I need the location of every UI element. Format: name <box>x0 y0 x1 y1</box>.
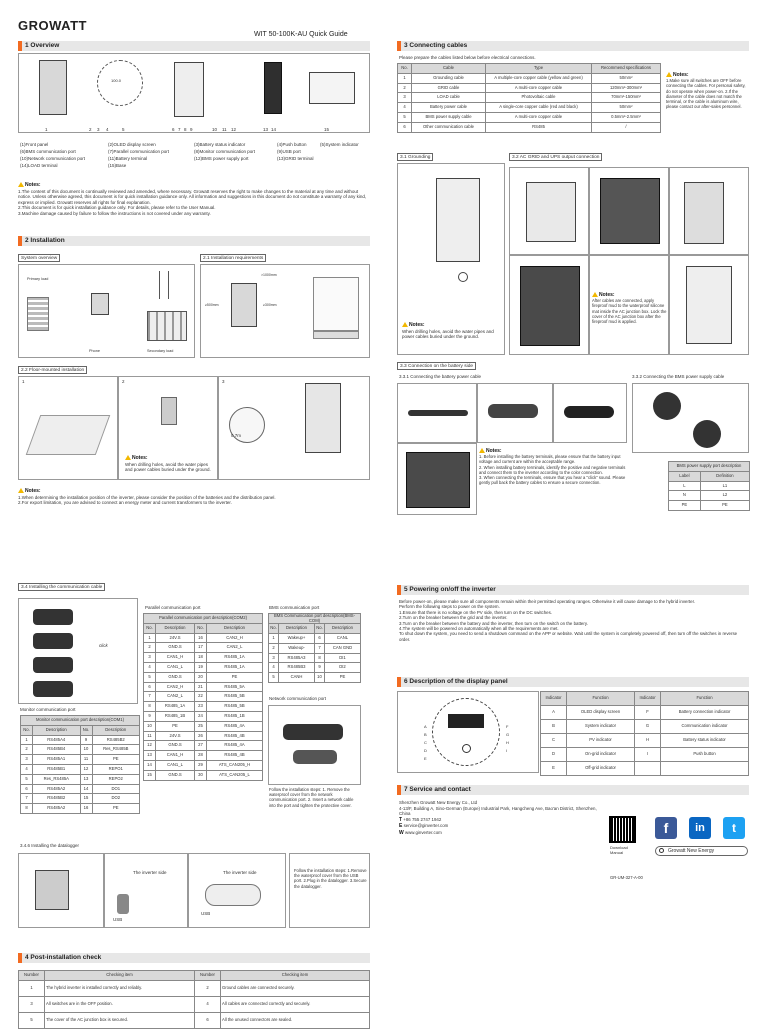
table-row: 8 RS485A2 16 PE <box>21 804 140 814</box>
fig-num-13: 13 <box>263 127 269 132</box>
display-panel-figure <box>397 691 539 773</box>
display-reading: 100.0 <box>111 78 122 83</box>
datalogger-step-2 <box>104 853 188 928</box>
label-phone: Phone <box>89 349 100 353</box>
table-row: 5 GND.S 20 PE <box>144 672 263 682</box>
usb-label: USB <box>201 911 211 916</box>
legend-item: (10)Network communication port <box>20 156 86 161</box>
fig-num-7: 7 <box>178 127 181 132</box>
label-secondary-load: Secondary load <box>147 349 174 353</box>
fig-num-5: 5 <box>122 127 125 132</box>
parallel-port-table: Parallel communication port description(COM2) No. Description No. Description 1 24V.S 16 CAN2_H 2 GND.S 17 CAN2_L 3 CAN1_H 18 RS485_1A 4 CAN1_L 19 RS485_1A 5 GND.S 20 PE 6 CAN2_H 21 RS485_5A 7 CAN2_L 22 RS485_5B 8 RS485_1A 23 RS485_5B 9 RS485_1B 24 RS485_1B 10 PE 25 RS485_4A 11 24V.S 26 RS485_4B 12 GND.S 27 RS485_4A 13 CAN1_H 28 RS485_4B 14 CAN1_L 29 ATS_CAN205_H 15 GND.S 30 ATS_CAN205_L <box>143 613 263 781</box>
clearance-left: ≥500mm <box>205 303 219 307</box>
click-label: click <box>99 643 108 648</box>
bms-connector-illustration <box>693 420 721 448</box>
floor-step-1 <box>18 376 118 480</box>
table-row: 5 Res_RS485A 13 REPO2 <box>21 774 140 784</box>
ac-connection-label: 3.2 AC GRID and UPS output connection <box>509 153 602 161</box>
table-row: 14 CAN1_L 29 ATS_CAN205_H <box>144 760 263 770</box>
inverter-side-label: The inverter side <box>133 870 167 875</box>
warning-icon <box>666 72 672 77</box>
battery-port-illustration <box>406 452 470 508</box>
datalogger-label: 3.4.6 Installing the datalogger <box>20 843 80 848</box>
front-panel-illustration <box>39 60 67 115</box>
bms-connector-illustration <box>653 392 681 420</box>
legend-item: (3)Battery status indicator <box>194 142 246 147</box>
qr-code-icon[interactable] <box>609 816 636 843</box>
ground-point <box>458 272 468 282</box>
ac-step-6 <box>669 255 749 355</box>
table-row: 3 RS485A1 11 PE <box>21 755 140 765</box>
table-row: E Off-grid indicator <box>541 762 749 776</box>
battery-sub2-label: 3.3.2 Connecting the BMS power supply cable <box>632 374 725 379</box>
legend-item: (7)Parallel communication port <box>108 149 170 154</box>
terminal-crimp-illustration <box>564 406 614 418</box>
connector-illustration <box>33 657 73 673</box>
panel-outline <box>432 698 500 766</box>
legend-item: (6)BMS communication port <box>20 149 76 154</box>
datalogger-step-3 <box>188 853 286 928</box>
ac-note: Notes: After cables are connected, apply fireproof mud to the waterproof silicone mat inside the AC junction box. Lock the cover of the AC junction box after the fireproof mud is applied. <box>592 292 667 325</box>
web-line: W www.ginverter.com <box>399 829 442 836</box>
panel-letter-f: F <box>506 724 509 729</box>
table-row: A OLED display screen F Battery connection indicator <box>541 706 749 720</box>
legend-item: (4)Push button <box>277 142 307 147</box>
clearance-right: ≥300mm <box>263 303 277 307</box>
section-check-title: 4 Post-installation check <box>18 953 370 963</box>
table-row: 13 CAN1_H 28 RS485_4B <box>144 751 263 761</box>
legend-item: (13)GRID terminal <box>277 156 314 161</box>
table-row: 1 Wakeup+ 6 CANL <box>269 633 361 643</box>
pylon-icon <box>159 271 169 299</box>
fig-num-12: 12 <box>231 127 237 132</box>
table-row: 5 CANH 10 PE <box>269 673 361 683</box>
table-row: 2 RS485B4 10 Res_RS485B <box>21 745 140 755</box>
connector-illustration <box>33 681 73 697</box>
pv-panels <box>27 297 49 331</box>
table-row: 5 BMS power supply cable A multi-core copper cable 0.5mm²-2.5mm² <box>398 112 661 122</box>
panel-letter-i: I <box>506 748 508 753</box>
dimension-label: 0.7m <box>231 433 242 438</box>
fig-num-2: 2 <box>89 127 92 132</box>
table-row: 3 All switches are in the OFF position. 4 All cables are connected correctly and securely. <box>19 996 370 1012</box>
table-row: 15 GND.S 30 ATS_CAN205_L <box>144 770 263 780</box>
connector-illustration <box>33 609 73 625</box>
section-installation-title: 2 Installation <box>18 236 370 246</box>
table-row: 2 GND.S 17 CAN2_L <box>144 643 263 653</box>
bottom-ports-illustration <box>174 62 204 117</box>
document-code: GR-UM-327-A-00 <box>610 875 643 880</box>
oled-screen-illustration <box>448 714 484 728</box>
facebook-icon[interactable]: f <box>655 817 677 839</box>
table-row: D On-grid indicator I Push button <box>541 748 749 762</box>
cables-side-note: Notes: 1.Make sure all switches are OFF before connecting the cables. For personal safety, do not operate when power-on. 2.If the diameter of the cable does not match the terminal, or the cable is aluminum wire, please contact our after-sales personnel. <box>666 72 746 110</box>
twitter-icon[interactable]: t <box>723 817 745 839</box>
grounding-inverter-illustration <box>436 178 480 262</box>
overview-notes: Notes: 1.The content of this document is continually reviewed and amended, where necessary. Growatt reserves the right to make changes to the material at any time and without notice. Unless otherwise agreed, this document is for quick installation guidance only. All information and suggestions in this document do not constitute a warranty of any kind, express or implied. Growatt reserves all rights for final explanation. 2.This document is for quick installation guidance only. For details, please refer to the User Manual. 3.Machine damage caused by failure to follow the instructions is not covered under any warranty. <box>18 182 367 216</box>
fig-num-14: 14 <box>271 127 277 132</box>
comm-figure <box>18 598 138 704</box>
datalogger-steps: Follow the installation steps: 1.Remove the waterproof cover from the USB port. 2.Plug in the datalogger. 3.Secure the datalogger. <box>294 868 367 889</box>
search-icon <box>659 848 664 853</box>
ac-step-4 <box>509 255 589 355</box>
floor-step-2 <box>118 376 218 480</box>
monitor-port-table: Monitor communication port description(COM1) No. Description No. Description 1 RS485A4 9 RS485B2 2 RS485B4 10 Res_RS485B 3 RS485A1 11 PE 4 RS485B1 12 REPO1 5 Res_RS485A 13 REPO2 6 RS485A2 14 DO1 7 RS485B2 15 DO2 8 RS485A2 16 PE <box>20 715 140 814</box>
network-port-label: Network communication port <box>269 696 327 701</box>
battery-step-1 <box>397 383 477 443</box>
battery-rack <box>147 311 187 341</box>
fig-num-1: 1 <box>45 127 48 132</box>
table-row: 5 The cover of the AC junction box is secured. 6 All the unused connectors are sealed. <box>19 1012 370 1028</box>
table-row: L L1 <box>669 481 750 491</box>
inverter-closed-illustration <box>686 266 732 344</box>
warning-icon <box>18 182 24 187</box>
communication-label: 3.4 Installing the communication cable <box>18 583 105 591</box>
section-service-title: 7 Service and contact <box>397 785 749 795</box>
power-text: Before power-on, please make sure all components remain within their permitted operating ranges. Otherwise it will cause damage to the hybrid inverter. Perform the following steps to power on the system. 1.Ensure that there is no voltage on the PV side, then turn on the DC switches. 2.Turn on the breaker between the grid and the inverter. 3.Turn on the breaker between the battery and the inverter, then turn on the switch on the battery. 4.The system will be powered on automatically when all the requirements are met. To shut down the system, you need to send a shutdown command on the APP or website. Wait until the system is completely powered off, then turn off the switches in reverse order. <box>399 599 738 642</box>
inverter-icon <box>91 293 109 315</box>
fig-num-6: 6 <box>172 127 175 132</box>
table-row: C PV indicator H Battery status indicator <box>541 734 749 748</box>
ac-step-3 <box>669 167 749 255</box>
grounding-note: Notes: When drilling holes, avoid the water pipes and power cables buried under the ground. <box>402 322 494 340</box>
fig-num-8: 8 <box>184 127 187 132</box>
legend-item: (1)Front panel <box>20 142 49 147</box>
warning-icon <box>125 455 131 460</box>
terminal-illustration <box>600 178 660 244</box>
inverter-mounted-illustration <box>305 383 341 453</box>
legend-item: (11)Battery terminal <box>108 156 148 161</box>
cable-routing-illustration <box>684 182 724 244</box>
table-row: 1 24V.S 16 CAN2_H <box>144 633 263 643</box>
battery-step-3 <box>553 383 627 443</box>
table-row: 4 CAN1_L 19 RS485_1A <box>144 662 263 672</box>
ac-step-5 <box>589 255 669 355</box>
floor-mounted-label: 2.2 Floor-mounted installation <box>18 366 87 374</box>
legend-item: (9)USB port <box>277 149 301 154</box>
side-view-illustration <box>309 72 355 104</box>
connector-illustration <box>488 404 538 418</box>
battery-step-2 <box>477 383 553 443</box>
bms-port-table: BMS Communication port description(BMS-COM) No. Description No. Description 1 Wakeup+ 6 CANL 2 Wakeup- 7 CAN GND 3 RS485A3 8 DI1 4 RS485B3 9 DI2 5 CANH 10 PE <box>268 613 361 683</box>
warning-icon <box>18 488 24 493</box>
inverter-side-label: The inverter side <box>223 870 257 875</box>
datalogger-steps-box <box>289 853 370 928</box>
table-row: 7 CAN2_L 22 RS485_5B <box>144 692 263 702</box>
fig-num-15: 15 <box>324 127 330 132</box>
table-row: 4 Battery power cable A single-core copper cable (red and black) 50mm² <box>398 103 661 113</box>
panel-letter-g: G <box>506 732 510 737</box>
legend-item: (2)OLED display screen <box>108 142 156 147</box>
website-link[interactable]: www.ginverter.com <box>404 829 442 835</box>
legend-item: (5)System indicator <box>320 142 359 147</box>
usb-port-illustration <box>35 870 69 910</box>
network-connector-illustration <box>283 724 343 740</box>
grounding-label: 3.1 Grounding <box>397 153 433 161</box>
brand-logo: GROWATT <box>18 18 87 33</box>
phone-line: T +86 755 2747 1942 <box>399 816 442 823</box>
table-row: 9 RS485_1B 24 RS485_1B <box>144 711 263 721</box>
datalogger-step-1 <box>18 853 104 928</box>
legend-item: (14)LOAD terminal <box>20 163 58 168</box>
table-row: 3 CAN1_H 18 RS485_1A <box>144 653 263 663</box>
system-overview-label: System overview <box>18 254 60 262</box>
search-text: Growatt New Energy <box>668 848 715 854</box>
table-row: 1 Grounding cable A multiple-core copper cable (yellow and green) 50mm² <box>398 73 661 83</box>
table-row: 3 LOAD cable Photovoltaic cable 70mm²-150mm² <box>398 93 661 103</box>
table-row: 6 RS485A2 14 DO1 <box>21 784 140 794</box>
drilling-note: Notes: When drilling holes, avoid the water pipes and power cables buried under the ground. <box>125 455 211 473</box>
fig-num-11: 11 <box>222 127 227 132</box>
cables-table: No. Cable Type Recommend specifications 1 Grounding cable A multiple-core copper cable (yellow and green) 50mm² 2 GRID cable A multi-core copper cable 120mm²-300mm² 3 LOAD cable Photovoltaic cable 70mm²-150mm² 4 Battery power cable A single-core copper cable (red and black) 50mm² 5 BMS power supply cable A multi-core copper cable 0.5mm²-2.5mm² 6 Other communication cable RS485 / <box>397 63 661 133</box>
check-table: Number Checking item Number Checking item 1 The hybrid inverter is installed correctly and reliably. 2 Ground cables are connected securely. 3 All switches are in the OFF position. 4 All cables are connected correctly and securely. 5 The cover of the AC junction box is secured. 6 All the unused connectors are sealed. <box>18 970 370 1029</box>
step-number: 1 <box>22 379 25 384</box>
legend-item: (12)BMS power supply port <box>194 156 249 161</box>
wall-illustration <box>313 277 359 331</box>
warning-icon <box>592 292 598 297</box>
table-row: 6 CAN2_H 21 RS485_5A <box>144 682 263 692</box>
company-address: 4-13/F, Building A, Sino-German (Europe) Industrial Park, Hangcheng Ave, Bao'an District, Shenzhen, China <box>399 805 597 817</box>
fig-num-9: 9 <box>190 127 193 132</box>
table-row: B System indicator G Communication indicator <box>541 720 749 734</box>
installation-notes: Notes: 1.When determining the installation position of the inverter, please consider the position of the batteries and the distribution panel. 2.For export limitation, you are advised to connect an energy meter and current transformers to the inverter. <box>18 488 276 506</box>
drill-illustration <box>161 397 177 425</box>
battery-step-4 <box>397 443 477 515</box>
network-port-figure <box>268 705 361 785</box>
download-manual-label: Download Manual <box>610 845 628 855</box>
ac-step-2 <box>589 167 669 255</box>
datalogger-illustration <box>205 884 261 906</box>
table-row: 1 RS485A4 9 RS485B2 <box>21 735 140 745</box>
battery-sub1-label: 3.3.1 Connecting the battery power cable <box>399 374 482 379</box>
step-number: 2 <box>122 379 125 384</box>
email-link[interactable]: service@ginverter.com <box>403 823 449 829</box>
clearance-top: >1000mm <box>261 273 277 277</box>
table-row: N L2 <box>669 491 750 501</box>
junction-box-illustration <box>526 182 576 242</box>
parallel-port-label: Parallel communication port <box>145 605 201 610</box>
push-button-icon <box>462 744 471 753</box>
table-row: 12 GND.S 27 RS485_4A <box>144 741 263 751</box>
floor-step-3 <box>218 376 370 480</box>
panel-letter-d: D <box>424 748 427 753</box>
battery-cable-illustration <box>408 410 468 416</box>
warning-icon <box>402 322 408 327</box>
network-connector-illustration <box>293 750 337 764</box>
table-row: 6 Other communication cable RS485 / <box>398 122 661 132</box>
panel-letter-c: C <box>424 740 427 745</box>
inverter-clearance-illustration <box>231 283 257 327</box>
bms-port-label: BMS communication port <box>269 605 320 610</box>
installation-requirements-diagram <box>200 264 370 358</box>
terminal-view-illustration <box>264 62 282 114</box>
table-row: PE PE <box>669 501 750 511</box>
table-row: 1 The hybrid inverter is installed correctly and reliably. 2 Ground cables are connected securely. <box>19 980 370 996</box>
table-row: 3 RS485A3 8 DI1 <box>269 653 361 663</box>
installation-requirements-label: 2.1 Installation requirements <box>200 254 266 262</box>
overview-figure <box>18 53 370 133</box>
connector-illustration <box>33 633 73 649</box>
ac-step-1 <box>509 167 589 255</box>
linkedin-icon[interactable]: in <box>689 817 711 839</box>
table-row: 10 PE 25 RS485_4A <box>144 721 263 731</box>
table-row: 4 RS485B1 12 REPO1 <box>21 764 140 774</box>
fig-num-10: 10 <box>212 127 218 132</box>
panel-letter-b: B <box>424 732 427 737</box>
usb-cover-illustration <box>117 894 129 914</box>
system-overview-diagram <box>18 264 195 358</box>
label-primary-load: Primary load <box>27 277 49 281</box>
table-row: 8 RS485_1A 23 RS485_5B <box>144 702 263 712</box>
table-row: 11 24V.S 26 RS485_4B <box>144 731 263 741</box>
table-row: 2 Wakeup- 7 CAN GND <box>269 643 361 653</box>
step-number: 3 <box>222 379 225 384</box>
table-row: 7 RS485B2 15 DO2 <box>21 794 140 804</box>
section-overview-title: 1 Overview <box>18 41 370 51</box>
battery-side-label: 3.3 Connection on the battery side <box>397 362 476 370</box>
network-steps: Follow the installation steps: 1. Remove the waterproof cover from the network communication port. 2. Insert a network cable into the port and tighten the protective cover. <box>269 787 354 808</box>
email-line: E service@ginverter.com <box>399 823 449 830</box>
fig-num-3: 3 <box>97 127 100 132</box>
monitor-port-label: Monitor communication port <box>20 707 76 712</box>
bms-supply-table: BMS power supply port description Label Definition L L1 N L2 PE PE <box>668 461 750 511</box>
search-bar[interactable] <box>655 846 748 856</box>
panel-letter-e: E <box>424 756 427 761</box>
floor-base <box>313 331 359 339</box>
section-display-title: 6 Description of the display panel <box>397 677 749 687</box>
battery-notes: Notes: 1. Before installing the battery terminals, please ensure that the battery input voltage and current are within the acceptable range. 2. When installing battery terminals, identify the positive and negative terminals and connect them to the inverter according to the color connection. 3. When connecting the terminals, ensure that you hear a "click" sound. Please gently pull back the battery cables to ensure a secure connection. <box>479 448 626 486</box>
usb-label: USB <box>113 917 123 922</box>
section-cables-title: 3 Connecting cables <box>397 41 749 51</box>
legend-item: (8)Monitor communication port <box>194 149 256 154</box>
table-row: 4 RS485B3 9 DI2 <box>269 663 361 673</box>
floor-plate <box>26 415 111 455</box>
legend-item: (15)Base <box>108 163 127 168</box>
fig-num-4: 4 <box>106 127 109 132</box>
cables-intro: Please prepare the cables listed below before electrical connections. <box>399 55 536 60</box>
panel-letter-a: A <box>424 724 427 729</box>
service-contact <box>399 800 599 837</box>
table-row: 2 GRID cable A multi-core copper cable 120mm²-300mm² <box>398 83 661 93</box>
warning-icon <box>479 448 485 453</box>
section-power-title: 5 Powering on/off the inverter <box>397 585 749 595</box>
doc-title: WIT 50-100K-AU Quick Guide <box>254 31 348 38</box>
terminal-closeup-illustration <box>520 266 580 346</box>
company-name: Shenzhen Growatt New Energy Co., Ltd <box>399 800 478 805</box>
bms-supply-figure <box>632 383 749 453</box>
grounding-figure <box>397 163 505 355</box>
display-table: Indicator Function Indicator Function A OLED display screen F Battery connection indicator B System indicator G Communication indicator C PV indicator H Battery status indicator D On-grid indicator I Push button E Off-grid indicator <box>540 691 749 776</box>
panel-letter-h: H <box>506 740 509 745</box>
overview-legend <box>18 140 370 176</box>
